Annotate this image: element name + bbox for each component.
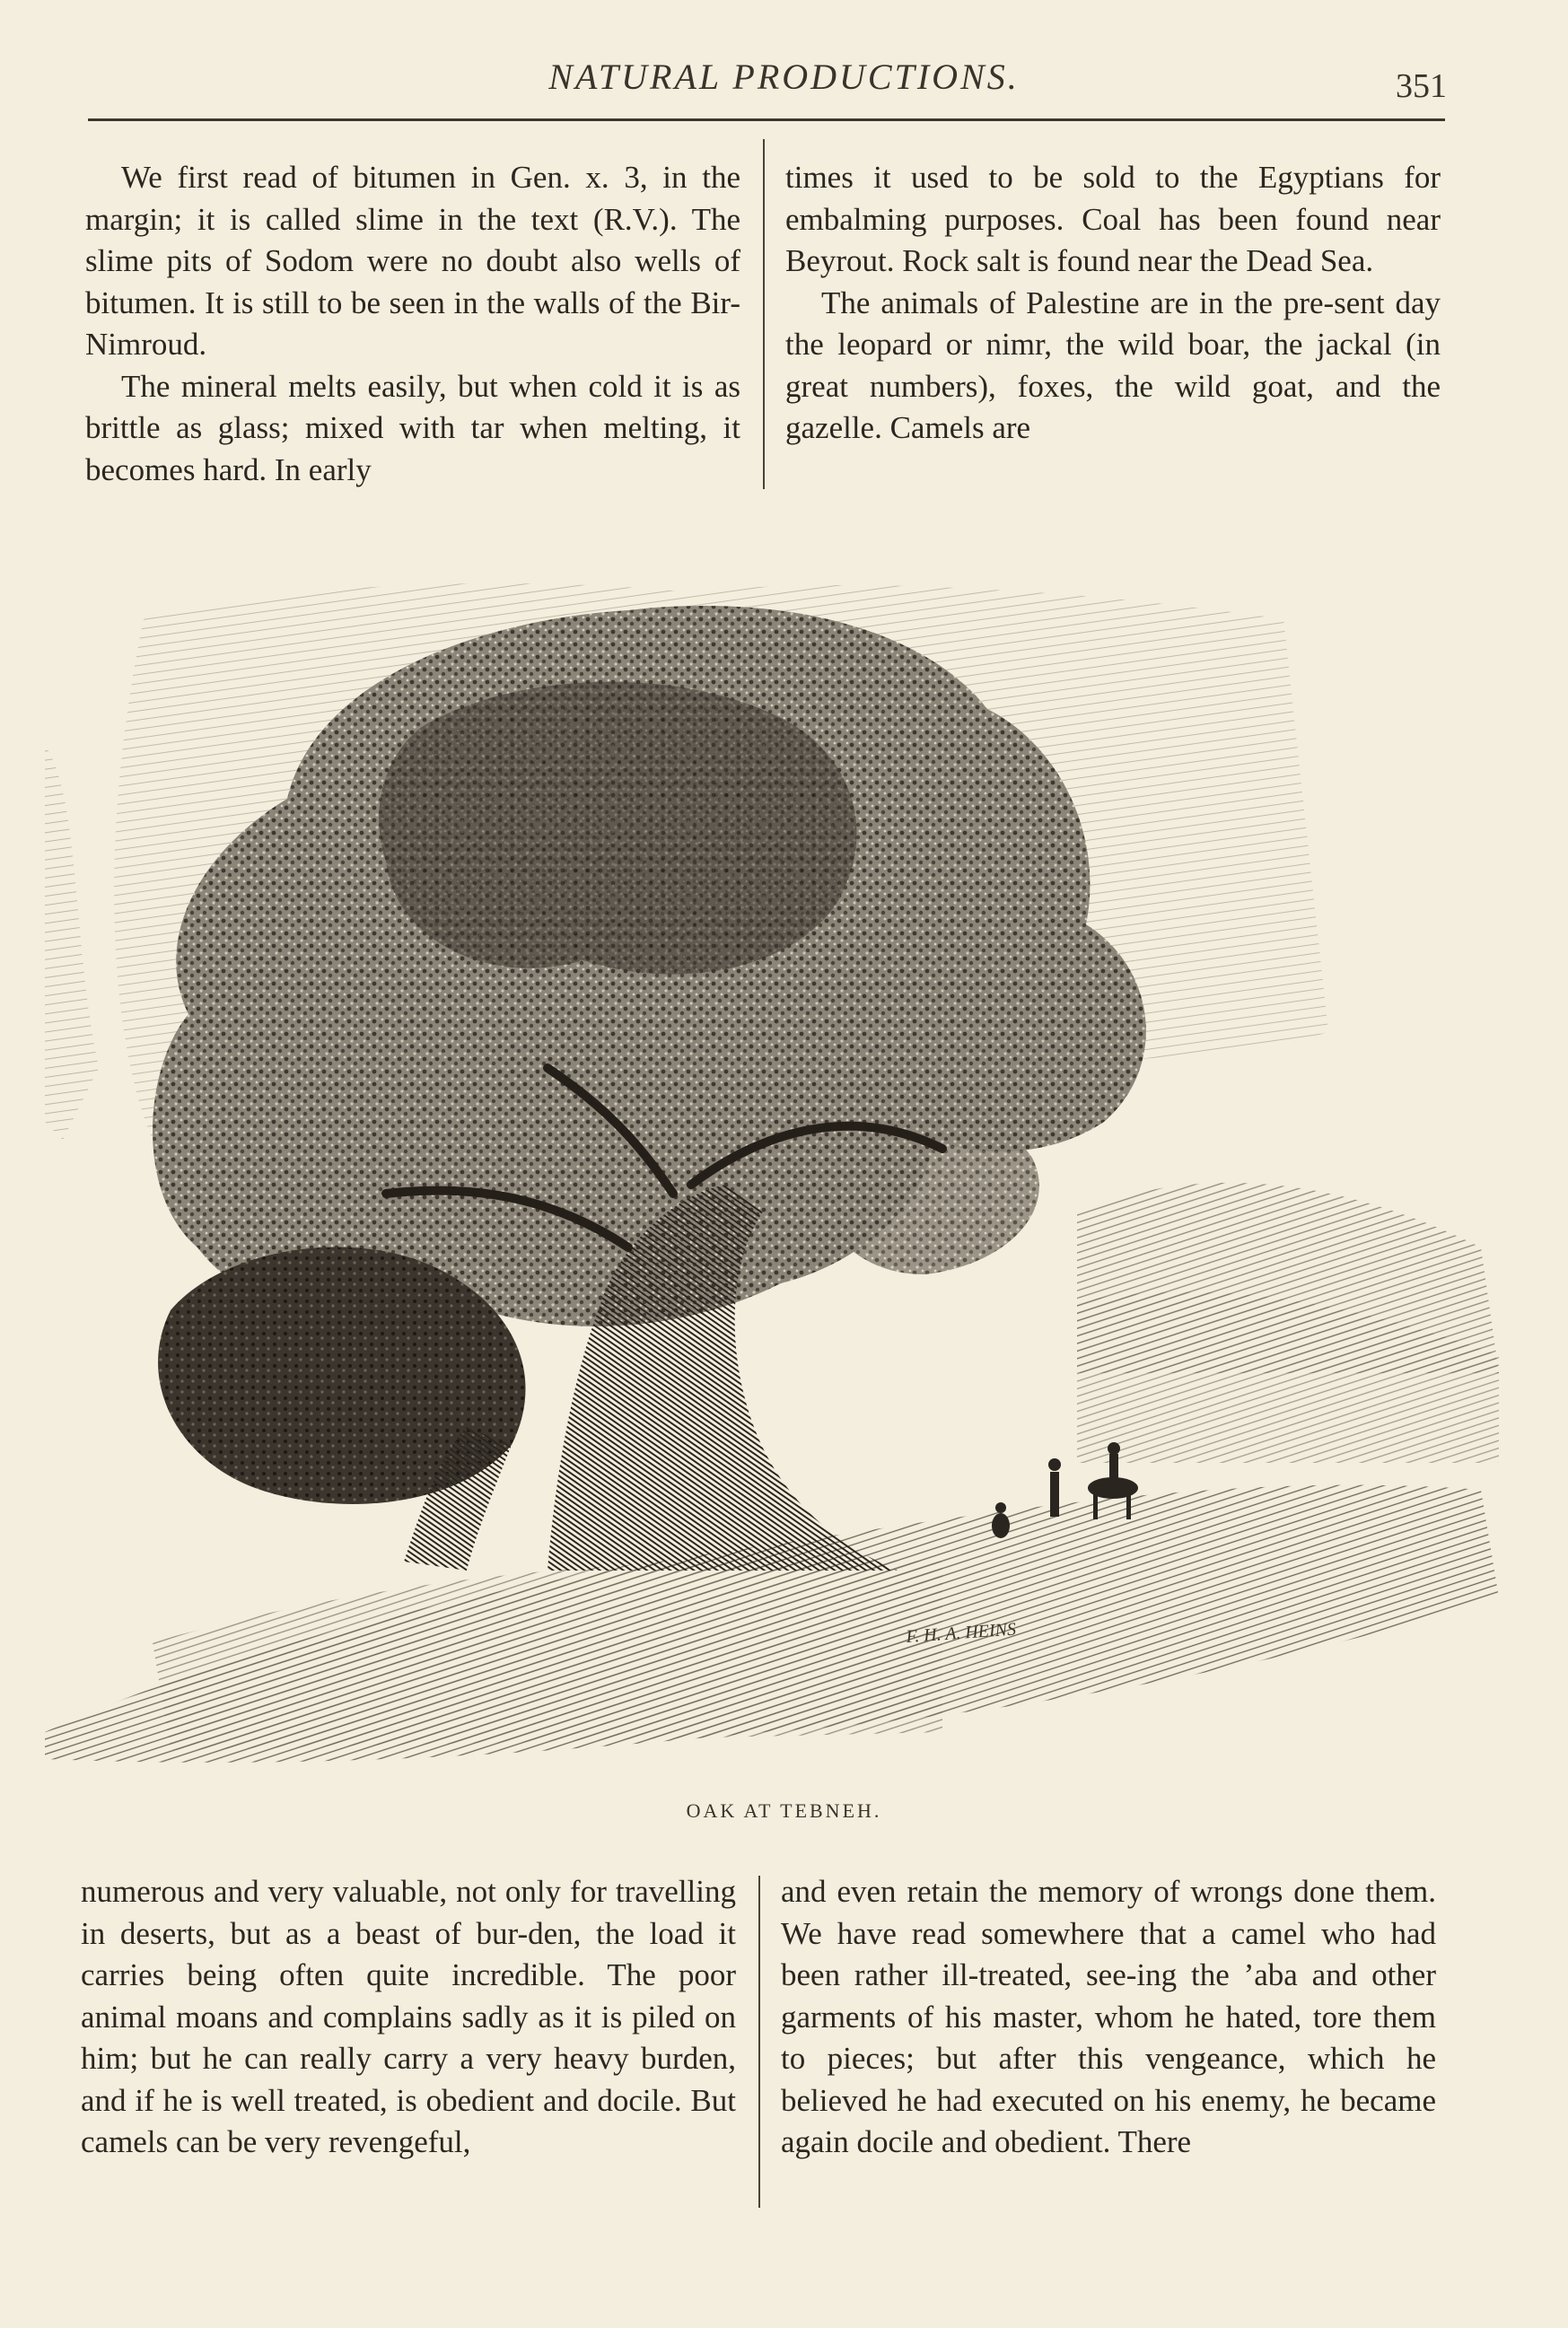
standing-figure [1048,1458,1061,1517]
paragraph-bitumen: We first read of bitumen in Gen. x. 3, in the margin; it is called slime in the text (R.V.). The slime pits of Sodom were no doubt also wells of bitumen. It is still to be seen in the walls of the Bir-Nimroud. [85,160,740,362]
column-divider-bottom [758,1876,760,2208]
page-number: 351 [1396,67,1447,105]
header-rule [88,118,1445,121]
paragraph-egyptians: times it used to be sold to the Egyptians for embalming purposes. Coal has been found near Beyrout. Rock salt is found near the Dead Sea. [785,160,1441,278]
paragraph-animals: The animals of Palestine are in the pre-sent day the leopard or nimr, the wild boar, the jackal (in great numbers), foxes, the wild goat, and the gazelle. Camels are [785,284,1441,445]
paragraph-mineral: The mineral melts easily, but when cold it is as brittle as glass; mixed with tar when melting, it becomes hard. In early [85,368,740,487]
oak-engraving [45,565,1499,1786]
engraver-signature: F. H. A. HEINS [905,1619,1017,1647]
paragraph-camels: numerous and very valuable, not only for travelling in deserts, but as a beast of bur-den, the load it carries being often quite incredible. The poor animal moans and complains sadly as it is piled on him; but he can really carry a very heavy burden, and if he is well treated, is obedient and docile. But camels can be very revengeful, [81,1874,736,2159]
running-title: NATURAL PRODUCTIONS. [548,57,1020,97]
top-left-column [85,157,740,498]
figure-caption: OAK AT TEBNEH. [686,1799,882,1822]
top-right-column [785,157,1441,498]
bottom-right-column [781,1871,1436,2230]
paragraph-revenge: and even retain the memory of wrongs done them. We have read somewhere that a camel who had been rather ill-treated, see-ing the ’aba and other garments of his master, whom he hated, tore them to pieces; but after this vengeance, which he believed he had executed on his enemy, he became again docile and obedient. There [781,1874,1436,2159]
bottom-left-column [81,1871,736,2230]
column-divider [763,139,765,489]
seated-figure [992,1502,1010,1538]
